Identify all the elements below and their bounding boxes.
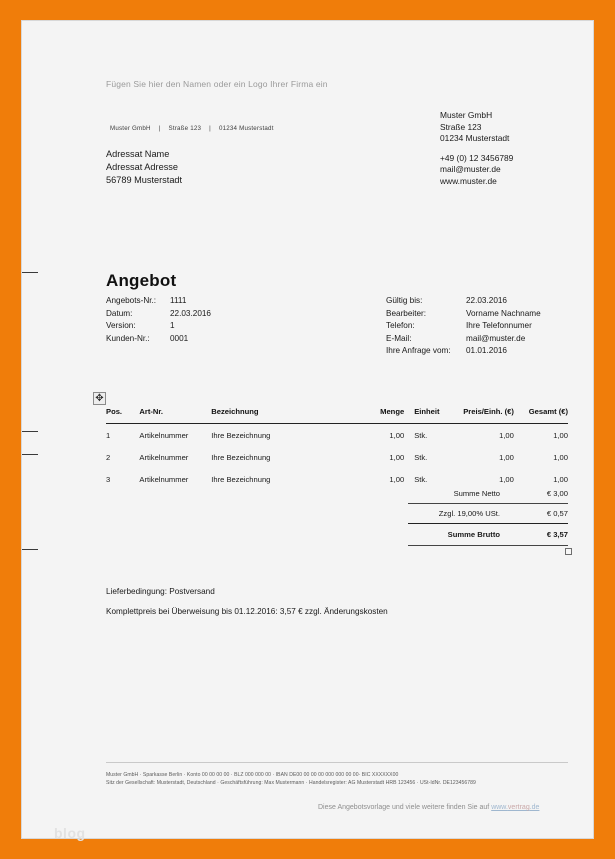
meta-value: mail@muster.de xyxy=(466,333,526,343)
template-promo-note xyxy=(318,804,539,811)
cell-preis: 1,00 xyxy=(499,475,514,484)
meta-row xyxy=(106,333,211,346)
meta-row xyxy=(386,333,541,346)
company-name: Muster GmbH xyxy=(440,110,493,120)
link-domain: vertrag xyxy=(507,804,530,811)
table-row xyxy=(106,446,568,468)
meta-label: Angebots-Nr.: xyxy=(106,296,157,305)
meta-label: Gültig bis: xyxy=(386,296,423,305)
cell-bez: Ihre Bezeichnung xyxy=(211,475,271,484)
totals-value-netto: € 3,00 xyxy=(546,489,568,498)
meta-label: Version: xyxy=(106,321,136,331)
cell-einheit: Stk. xyxy=(414,475,428,484)
meta-row xyxy=(106,308,211,321)
cell-artnr: Artikelnummer xyxy=(139,475,189,484)
column-header-menge: Menge xyxy=(358,407,404,424)
vertrag-de-link[interactable] xyxy=(491,804,539,811)
company-contact-block xyxy=(440,110,513,188)
cell-pos: 3 xyxy=(106,475,111,484)
column-header-einheit: Einheit xyxy=(404,407,454,424)
recipient-street: Adressat Adresse xyxy=(106,162,179,173)
cell-bez: Ihre Bezeichnung xyxy=(211,453,271,462)
cell-pos: 2 xyxy=(106,453,111,462)
meta-value: 01.01.2016 xyxy=(466,346,507,356)
meta-value: 1 xyxy=(170,321,175,331)
totals-row-tax xyxy=(408,504,568,524)
meta-row xyxy=(386,308,541,321)
delivery-terms: Lieferbedingung: Postversand xyxy=(106,587,215,596)
column-header-gesamt: Gesamt (€) xyxy=(514,407,568,424)
sender-return-address xyxy=(106,125,278,132)
spacer xyxy=(440,145,513,153)
cell-menge: 1,00 xyxy=(389,431,405,440)
recipient-name: Adressat Name xyxy=(106,149,170,159)
document-page xyxy=(22,21,593,841)
company-street: Straße 123 xyxy=(440,121,482,132)
payment-terms: Komplettpreis bei Überweisung bis 01.12.2016: 3,57 € zzgl. Änderungskosten xyxy=(106,607,388,616)
promo-text: Diese Angebotsvorlage und viele weitere finden Sie auf xyxy=(318,804,490,811)
cell-einheit: Stk. xyxy=(414,431,428,440)
sender-city: 01234 Musterstadt xyxy=(218,125,274,132)
cell-menge: 1,00 xyxy=(389,453,405,462)
totals-table xyxy=(408,484,568,546)
ruler-tick xyxy=(22,272,38,273)
sender-street: Straße 123 xyxy=(168,125,202,132)
footer-legal-block xyxy=(106,771,476,787)
recipient-address-block xyxy=(106,148,182,188)
sender-separator: | xyxy=(158,125,161,132)
document-meta-right xyxy=(386,295,541,358)
totals-row-netto xyxy=(408,484,568,504)
terms-block xyxy=(106,582,388,622)
meta-row xyxy=(386,320,541,333)
table-row xyxy=(106,424,568,447)
meta-value: 0001 xyxy=(170,333,189,343)
cell-preis: 1,00 xyxy=(499,453,514,462)
meta-label: Bearbeiter: xyxy=(386,308,427,318)
cell-gesamt: 1,00 xyxy=(553,475,568,484)
totals-label-brutto: Summe Brutto xyxy=(408,524,514,546)
meta-label: Datum: xyxy=(106,308,133,318)
meta-value: Vorname Nachname xyxy=(466,308,541,318)
sender-company: Muster GmbH xyxy=(110,125,151,132)
table-move-icon[interactable]: ✥ xyxy=(93,392,106,405)
footer-divider xyxy=(106,762,568,763)
meta-row xyxy=(106,320,211,333)
meta-label: Kunden-Nr.: xyxy=(106,333,150,343)
totals-label-tax: Zzgl. 19,00% USt. xyxy=(408,504,514,524)
link-prefix: www. xyxy=(491,804,508,811)
cell-einheit: Stk. xyxy=(414,453,428,462)
meta-row xyxy=(386,345,541,358)
totals-value-tax: € 0,57 xyxy=(514,504,568,524)
cell-bez: Ihre Bezeichnung xyxy=(211,431,271,440)
cell-menge: 1,00 xyxy=(389,475,405,484)
meta-label: Ihre Anfrage vom: xyxy=(386,346,451,356)
document-meta-left xyxy=(106,295,211,345)
totals-label-netto: Summe Netto xyxy=(453,489,500,498)
column-header-bez: Bezeichnung xyxy=(211,407,358,424)
cell-pos: 1 xyxy=(106,431,111,440)
meta-row xyxy=(386,295,541,308)
cell-gesamt: 1,00 xyxy=(553,453,568,462)
meta-value: 22.03.2016 xyxy=(466,296,507,305)
column-header-pos: Pos. xyxy=(106,407,139,424)
sender-separator: | xyxy=(209,125,211,132)
company-email: mail@muster.de xyxy=(440,164,501,175)
column-header-preis: Preis/Einh. (€) xyxy=(454,407,514,424)
ruler-tick xyxy=(22,431,38,432)
company-website: www.muster.de xyxy=(440,175,497,186)
meta-label: Telefon: xyxy=(386,321,415,331)
footer-bank-line: Muster GmbH · Sparkasse Berlin · Konto 00 00 00 00 · BLZ 000 000 00 · IBAN DE00 00 00 00 000 000 00 00· BIC XXXXXX00 xyxy=(106,772,399,778)
company-city: 01234 Musterstadt xyxy=(440,133,510,144)
meta-value: 22.03.2016 xyxy=(170,308,211,318)
cell-preis: 1,00 xyxy=(499,431,514,440)
cell-artnr: Artikelnummer xyxy=(139,453,189,462)
document-title: Angebot xyxy=(106,271,177,290)
recipient-city: 56789 Musterstadt xyxy=(106,175,183,186)
cell-artnr: Artikelnummer xyxy=(139,431,189,440)
ruler-tick xyxy=(22,549,38,550)
logo-placeholder-hint[interactable]: Fügen Sie hier den Namen oder ein Logo Ihrer Firma ein xyxy=(106,79,328,89)
table-header-row xyxy=(106,407,568,424)
blog-watermark: blog xyxy=(54,825,86,841)
link-tld: .de xyxy=(529,804,540,811)
company-phone: +49 (0) 12 3456789 xyxy=(440,152,514,163)
table-resize-handle[interactable] xyxy=(565,548,572,555)
totals-value-brutto: € 3,57 xyxy=(514,524,568,546)
cell-gesamt: 1,00 xyxy=(553,431,568,440)
meta-value: 1111 xyxy=(170,296,187,305)
ruler-tick xyxy=(22,454,38,455)
line-items-table xyxy=(106,407,568,492)
column-header-artnr: Art-Nr. xyxy=(139,407,211,424)
footer-registration-line: Sitz der Gesellschaft: Musterstadt, Deutschland · Geschäftsführung: Max Mustermann · Handelsregister: AG Musterstadt HRB 123456 · USt-IdNr. DE123456789 xyxy=(106,780,476,787)
meta-value: Ihre Telefonnumer xyxy=(466,321,532,331)
meta-row xyxy=(106,295,211,308)
totals-row-brutto xyxy=(408,524,568,546)
meta-label: E-Mail: xyxy=(386,333,412,343)
